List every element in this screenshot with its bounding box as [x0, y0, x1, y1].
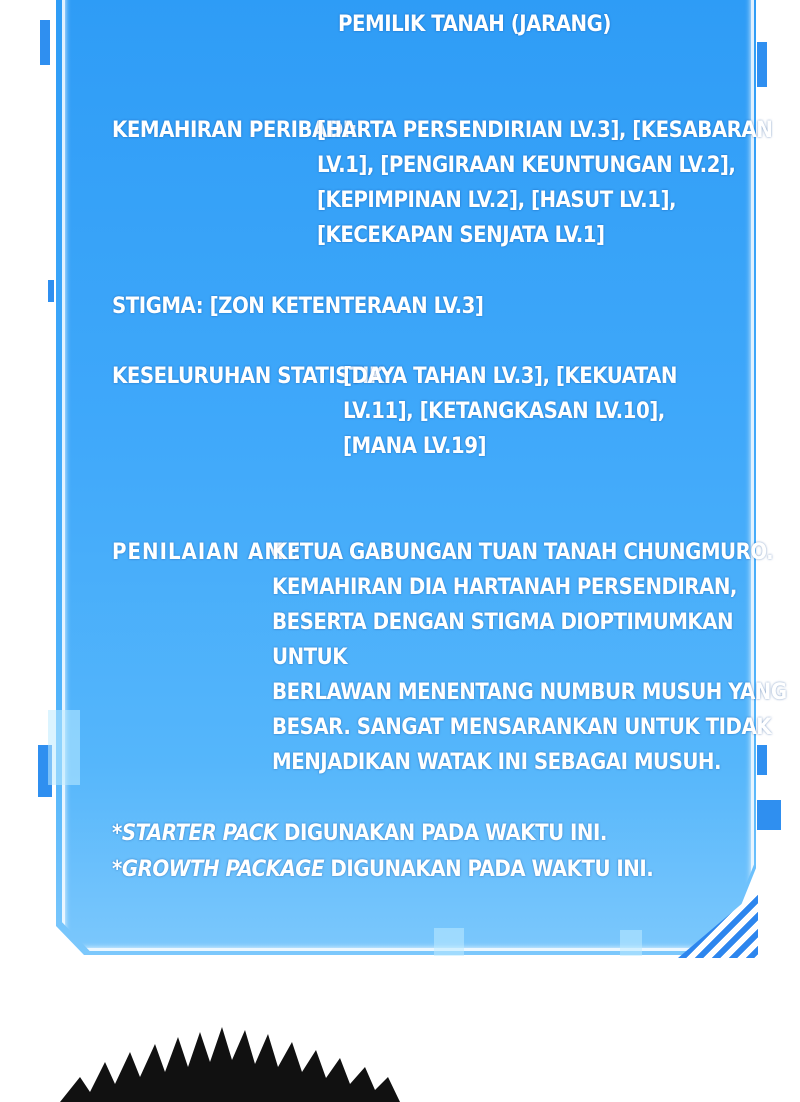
note-rest: DIGUNAKAN PADA WAKTU INI. — [277, 821, 607, 846]
left-bracket-top — [40, 20, 50, 65]
stats-label: KESELURUHAN STATISTIK: — [112, 364, 392, 389]
note-emphasis: STARTER PACK — [121, 821, 278, 846]
note-rest: DIGUNAKAN PADA WAKTU INI. — [324, 857, 654, 882]
bottom-glow-bar-1 — [434, 928, 464, 956]
skills-value: [HARTA PERSENDIRIAN LV.3], [KESABARAN LV.1], [PENGIRAAN KEUNTUNGAN LV.2], [KEPIMPINAN LV.2], [HASUT LV.1], [KECEKAPAN SENJATA LV.1] — [317, 118, 773, 248]
bottom-glow-bar-2 — [620, 930, 642, 956]
left-glow-bar — [48, 710, 80, 785]
stats-value: [DAYA TAHAN LV.3], [KEKUATAN LV.11], [KETANGKASAN LV.10], [MANA LV.19] — [343, 364, 677, 459]
assessment-label: PENILAIAN AM : — [112, 540, 302, 565]
note-mark: * — [112, 821, 122, 846]
skills-label: KEMAHIRAN PERIBADI: — [112, 118, 358, 143]
stigma-line: STIGMA: [ZON KETENTERAAN LV.3] — [112, 294, 484, 319]
note-mark: * — [112, 857, 122, 882]
note-emphasis: GROWTH PACKAGE — [121, 857, 325, 882]
owner-line: PEMILIK TANAH (JARANG) — [338, 12, 611, 37]
right-bracket-pixel — [757, 800, 781, 830]
left-bracket-mid — [48, 280, 54, 302]
note-growth-package — [112, 852, 653, 887]
character-hair-art — [60, 1022, 400, 1102]
assessment-value: KETUA GABUNGAN TUAN TANAH CHUNGMURO. KEMAHIRAN DIA HARTANAH PERSENDIRAN, BESERTA DENGAN STIGMA DIOPTIMUMKAN UNTUK BERLAWAN MENENTANG NUMBUR MUSUH YANG BESAR. SANGAT MENSARANKAN UNTUK TIDAK MENJADIKAN WATAK INI SEBAGAI MUSUH. — [272, 540, 787, 775]
right-bracket-top — [757, 42, 767, 87]
note-starter-pack — [112, 816, 607, 851]
